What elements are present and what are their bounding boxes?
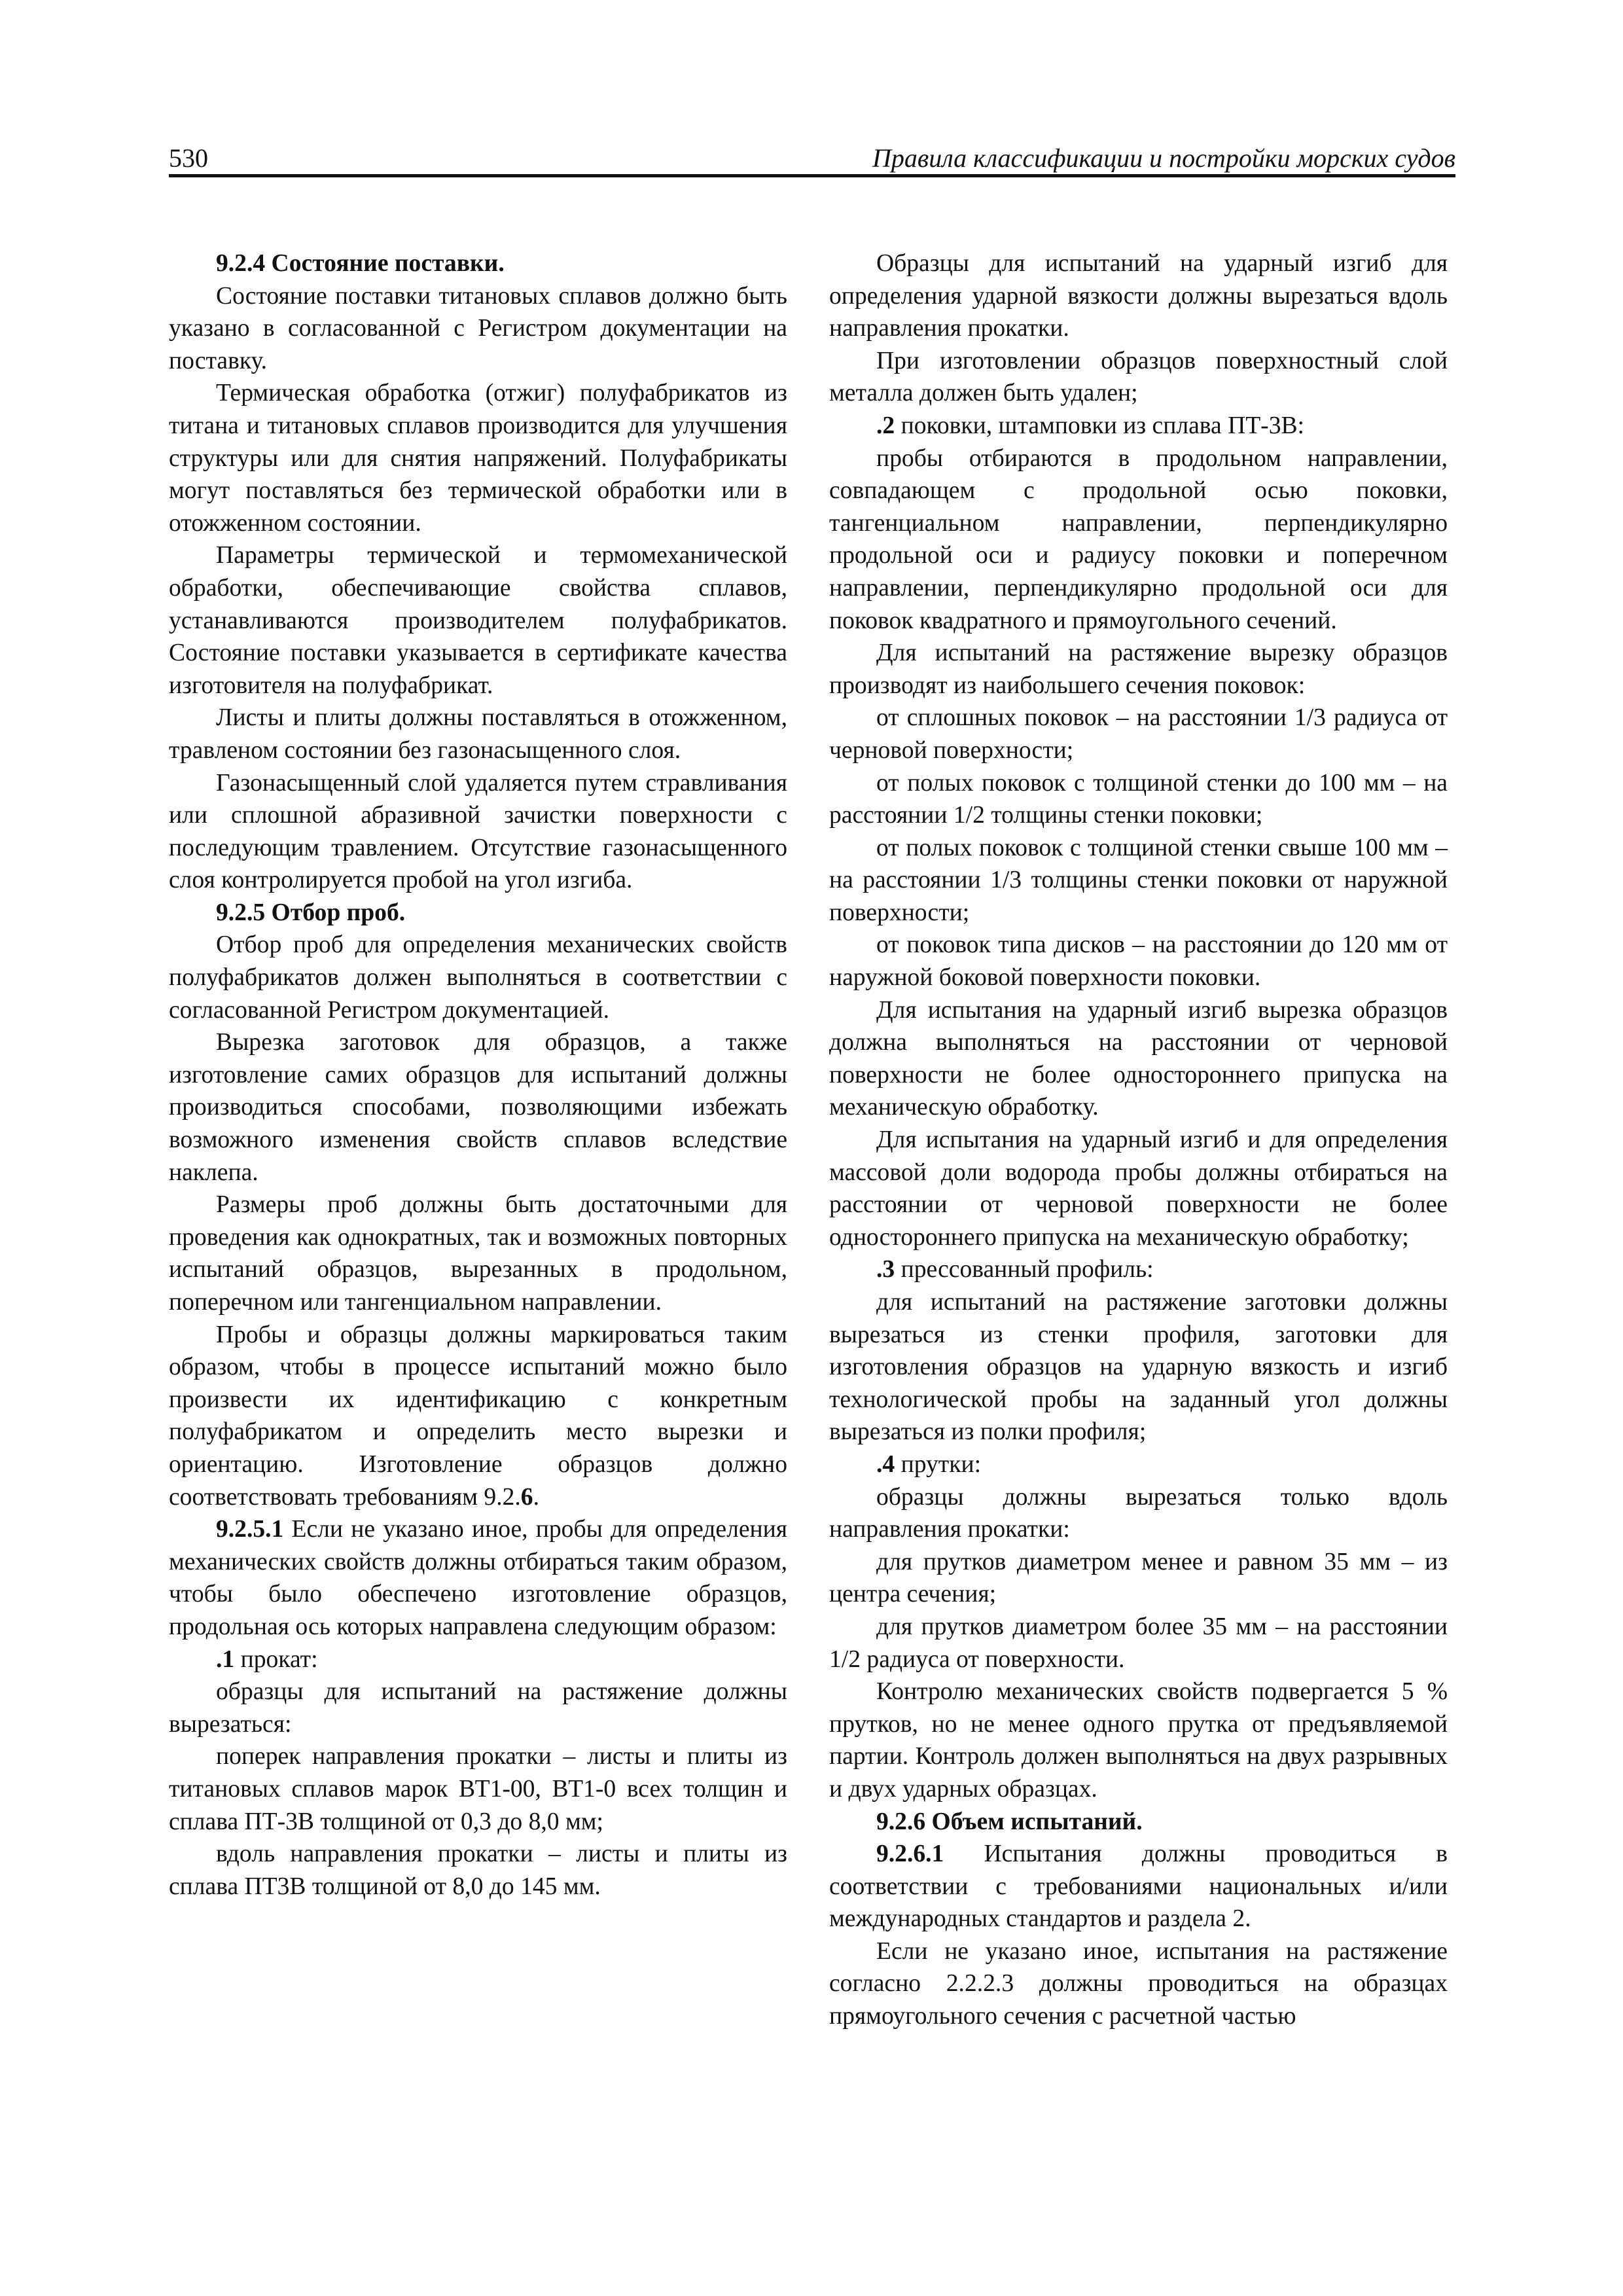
paragraph: от сплошных поковок – на расстоянии 1/3 радиуса от черновой поверхности; (829, 704, 1448, 764)
paragraph: вдоль направления прокатки – листы и плиты из сплава ПТ3В толщиной от 8,0 до 145 мм. (169, 1840, 787, 1900)
paragraph: Газонасыщенный слой удаляется путем стравливания или сплошной абразивной зачистки поверхности с последующим травлением. Отсутствие газонасыщенного слоя контролируется пробой на угол изгиба. (169, 769, 787, 894)
paragraph: Если не указано иное, испытания на растяжение согласно 2.2.2.3 должны проводиться на образцах прямоугольного сечения с расчетной частью (829, 1937, 1448, 2030)
clause-text: Если не указано иное, пробы для определения механических свойств должны отбираться таким образом, чтобы было обеспечено изготовление образцов, продольная ось которых направлена следующим образом: (169, 1516, 787, 1640)
header-rule (169, 174, 1455, 177)
paragraph: от поковок типа дисков – на расстоянии до 120 мм от наружной боковой поверхности поковки. (829, 931, 1448, 992)
paragraph: Размеры проб должны быть достаточными для проведения как однократных, так и возможных повторных испытаний образцов, вырезанных в продольном, поперечном или тангенциальном направлении. (169, 1191, 787, 1316)
section-heading-9-2-6: 9.2.6 Объем испытаний. (876, 1808, 1143, 1835)
page-number: 530 (169, 143, 208, 173)
running-title: Правила классификации и постройки морских судов (872, 143, 1455, 173)
paragraph: Вырезка заготовок для образцов, а также изготовление самих образцов для испытаний должны производиться способами, позволяющими избежать возможного изменения свойств сплавов вследствие наклепа. (169, 1029, 787, 1186)
left-column (169, 247, 787, 1903)
paragraph: пробы отбираются в продольном направлении, совпадающем с продольной осью поковки, тангенциальном направлении, перпендикулярно продольной оси и радиусу поковки и поперечном направлении, перпендикулярно продольной оси для поковок квадратного и прямоугольного сечений. (829, 444, 1448, 634)
paragraph: для прутков диаметром менее и равном 35 мм – из центра сечения; (829, 1548, 1448, 1608)
list-item-text: прокат: (234, 1645, 318, 1673)
section-heading-9-2-5: 9.2.5 Отбор проб. (216, 899, 406, 926)
paragraph: образцы для испытаний на растяжение должны вырезаться: (169, 1678, 787, 1738)
list-item (829, 1448, 1448, 1481)
right-column (829, 247, 1448, 2033)
paragraph: Контролю механических свойств подвергается 5 % прутков, но не менее одного прутка от предъявляемой партии. Контроль должен выполняться на двух разрывных и двух ударных образцах. (829, 1678, 1448, 1803)
clause-reference: 6 (520, 1483, 533, 1511)
list-item-number: .1 (216, 1645, 235, 1673)
paragraph: Термическая обработка (отжиг) полуфабрикатов из титана и титановых сплавов производится для улучшения структуры или для снятия напряжений. Полуфабрикаты могут поставляться без термической обработки или в отожженном состоянии. (169, 380, 787, 537)
paragraph: Состояние поставки титановых сплавов должно быть указано в согласованной с Регистром документации на поставку. (169, 282, 787, 374)
paragraph: Отбор проб для определения механических свойств полуфабрикатов должен выполняться в соответствии с согласованной Регистром документацией. (169, 931, 787, 1024)
list-item-number: .3 (876, 1256, 895, 1283)
paragraph: Для испытания на ударный изгиб вырезка образцов должна выполняться на расстоянии от черновой поверхности не более одностороннего припуска на механическую обработку. (829, 996, 1448, 1121)
list-item-text: поковки, штамповки из сплава ПТ-3В: (895, 412, 1304, 439)
paragraph (169, 1319, 787, 1514)
paragraph: для испытаний на растяжение заготовки должны вырезаться из стенки профиля, заготовки для изготовления образцов на ударную вязкость и изгиб технологической пробы на заданный угол должны вырезаться из полки профиля; (829, 1289, 1448, 1446)
paragraph-end: . (533, 1483, 539, 1511)
list-item-text: прессованный профиль: (895, 1256, 1154, 1283)
paragraph: При изготовлении образцов поверхностный слой металла должен быть удален; (829, 347, 1448, 407)
list-item-number: .4 (876, 1450, 895, 1478)
paragraph: Параметры термической и термомеханической обработки, обеспечивающие свойства сплавов, устанавливаются производителем полуфабрикатов. Состояние поставки указывается в сертификате качества изготовителя на полуфабрикат. (169, 542, 787, 699)
paragraph: Для испытания на ударный изгиб и для определения массовой доли водорода пробы должны отбираться на расстоянии от черновой поверхности не более одностороннего припуска на механическую обработку; (829, 1126, 1448, 1251)
paragraph-text: Пробы и образцы должны маркироваться таким образом, чтобы в процессе испытаний можно было произвести их идентификацию с конкретным полуфабрикатом и определить место вырезки и ориентацию. Изготовление образцов должно соответствовать требованиям 9.2. (169, 1321, 787, 1511)
list-item-text: прутки: (895, 1450, 982, 1478)
clause-paragraph (169, 1513, 787, 1643)
list-item (169, 1643, 787, 1676)
paragraph: от полых поковок с толщиной стенки свыше 100 мм – на расстоянии 1/3 толщины стенки поковки от наружной поверхности; (829, 834, 1448, 926)
section-heading-9-2-4: 9.2.4 Состояние поставки. (216, 250, 505, 277)
clause-text: Испытания должны проводиться в соответствии с требованиями национальных и/или международных стандартов и раздела 2. (829, 1840, 1448, 1933)
paragraph: поперек направления прокатки – листы и плиты из титановых сплавов марок ВТ1-00, ВТ1-0 всех толщин и сплава ПТ-3В толщиной от 0,3 до 8,0 мм; (169, 1743, 787, 1835)
clause-paragraph (829, 1838, 1448, 1935)
paragraph: для прутков диаметром более 35 мм – на расстоянии 1/2 радиуса от поверхности. (829, 1613, 1448, 1673)
list-item-number: .2 (876, 412, 895, 439)
clause-number: 9.2.5.1 (216, 1516, 284, 1543)
paragraph: Для испытаний на растяжение вырезку образцов производят из наибольшего сечения поковок: (829, 639, 1448, 699)
list-item (829, 1253, 1448, 1286)
clause-number: 9.2.6.1 (876, 1840, 944, 1868)
list-item (829, 410, 1448, 442)
paragraph: Листы и плиты должны поставляться в отожженном, травленом состоянии без газонасыщенного слоя. (169, 704, 787, 764)
paragraph: от полых поковок с толщиной стенки до 100 мм – на расстоянии 1/2 толщины стенки поковки; (829, 769, 1448, 829)
paragraph: образцы должны вырезаться только вдоль направления прокатки: (829, 1483, 1448, 1543)
paragraph: Образцы для испытаний на ударный изгиб для определения ударной вязкости должны вырезаться вдоль направления прокатки. (829, 250, 1448, 342)
